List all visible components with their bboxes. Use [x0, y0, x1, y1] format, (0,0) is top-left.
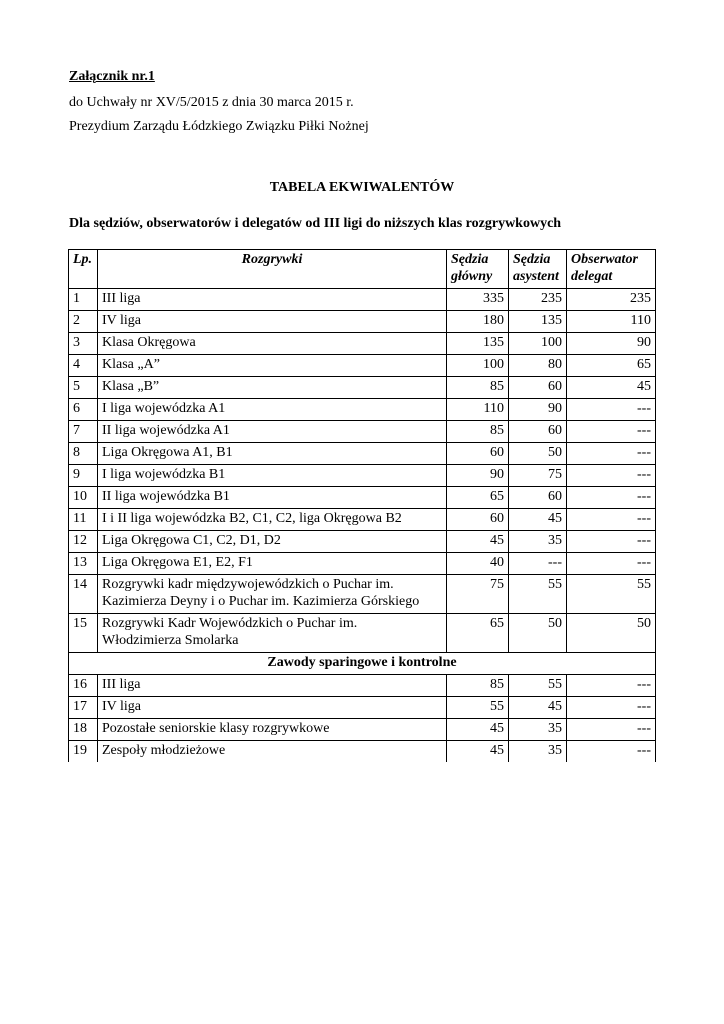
table-row	[69, 355, 656, 377]
row-main-referee: 65	[447, 614, 509, 653]
table-row	[69, 675, 656, 697]
row-competition-text: Zespoły młodzieżowe	[102, 743, 226, 758]
row-assistant-referee: 50	[509, 614, 567, 653]
row-competition-text: I i II liga wojewódzka B2, C1, C2, liga Okręgowa B2	[102, 511, 402, 526]
row-competition	[98, 333, 447, 355]
row-competition	[98, 675, 447, 697]
row-assistant-referee: 235	[509, 289, 567, 311]
row-main-referee: 90	[447, 465, 509, 487]
row-observer: ---	[567, 443, 656, 465]
row-main-referee: 45	[447, 741, 509, 763]
row-number: 2	[69, 311, 98, 333]
table-row	[69, 487, 656, 509]
row-main-referee: 60	[447, 509, 509, 531]
row-competition	[98, 465, 447, 487]
row-main-referee: 110	[447, 399, 509, 421]
row-observer: ---	[567, 509, 656, 531]
row-observer: 65	[567, 355, 656, 377]
row-observer: 235	[567, 289, 656, 311]
table-row	[69, 421, 656, 443]
row-main-referee: 180	[447, 311, 509, 333]
row-main-referee: 85	[447, 421, 509, 443]
row-main-referee: 45	[447, 719, 509, 741]
row-competition-text: II liga wojewódzka A1	[102, 423, 230, 438]
column-header-competition: Rozgrywki	[98, 250, 447, 289]
row-competition-text: II liga wojewódzka B1	[102, 489, 230, 504]
row-competition-text: Liga Okręgowa E1, E2, F1	[102, 555, 253, 570]
row-assistant-referee: 135	[509, 311, 567, 333]
table-row	[69, 289, 656, 311]
row-competition-text: Liga Okręgowa A1, B1	[102, 445, 233, 460]
row-observer: ---	[567, 399, 656, 421]
row-observer: ---	[567, 675, 656, 697]
document-subtitle: Dla sędziów, obserwatorów i delegatów od III ligi do niższych klas rozgrywkowych	[69, 216, 562, 231]
row-number: 5	[69, 377, 98, 399]
row-competition	[98, 741, 447, 763]
row-observer: ---	[567, 465, 656, 487]
row-main-referee: 40	[447, 553, 509, 575]
row-number: 9	[69, 465, 98, 487]
row-assistant-referee: 80	[509, 355, 567, 377]
row-competition-text: Rozgrywki kadr międzywojewódzkich o Puchar im.	[102, 577, 394, 592]
table-row	[69, 614, 656, 653]
row-number: 8	[69, 443, 98, 465]
row-main-referee: 60	[447, 443, 509, 465]
row-competition-text: III liga	[102, 677, 141, 692]
column-header-main-referee-line1: Sędzia	[451, 252, 489, 267]
row-assistant-referee: 35	[509, 719, 567, 741]
row-observer: ---	[567, 697, 656, 719]
row-competition-text: III liga	[102, 291, 141, 306]
table-body	[69, 289, 656, 763]
row-assistant-referee: 60	[509, 377, 567, 399]
row-number: 14	[69, 575, 98, 614]
row-competition	[98, 355, 447, 377]
table-row	[69, 377, 656, 399]
row-number: 11	[69, 509, 98, 531]
row-assistant-referee: 90	[509, 399, 567, 421]
row-number: 17	[69, 697, 98, 719]
table-row	[69, 333, 656, 355]
row-observer: 50	[567, 614, 656, 653]
issuing-body: Prezydium Zarządu Łódzkiego Związku Piłki Nożnej	[69, 119, 369, 134]
row-main-referee: 135	[447, 333, 509, 355]
row-observer: 45	[567, 377, 656, 399]
row-competition	[98, 443, 447, 465]
row-assistant-referee: 60	[509, 421, 567, 443]
table-row	[69, 465, 656, 487]
row-competition	[98, 531, 447, 553]
table-row	[69, 509, 656, 531]
row-competition-text: IV liga	[102, 313, 142, 328]
row-competition	[98, 697, 447, 719]
row-assistant-referee: 55	[509, 675, 567, 697]
attachment-label: Załącznik nr.1	[69, 69, 155, 84]
row-number: 13	[69, 553, 98, 575]
row-competition	[98, 553, 447, 575]
row-competition-text-line2: Kazimierza Deyny i o Puchar im. Kazimierza Górskiego	[102, 594, 420, 609]
document-title: TABELA EKWIWALENTÓW	[269, 180, 455, 195]
column-header-assistant-referee-line1: Sędzia	[513, 252, 551, 267]
row-number: 3	[69, 333, 98, 355]
row-main-referee: 100	[447, 355, 509, 377]
row-assistant-referee: 60	[509, 487, 567, 509]
column-header-observer	[567, 250, 656, 289]
row-observer: ---	[567, 741, 656, 763]
row-competition-text: I liga wojewódzka A1	[102, 401, 226, 416]
row-main-referee: 85	[447, 675, 509, 697]
row-assistant-referee: 45	[509, 697, 567, 719]
row-assistant-referee: 45	[509, 509, 567, 531]
column-header-main-referee	[447, 250, 509, 289]
row-observer: ---	[567, 553, 656, 575]
table-row	[69, 697, 656, 719]
resolution-line: do Uchwały nr XV/5/2015 z dnia 30 marca 2015 r.	[69, 95, 354, 110]
row-competition-text: Klasa Okręgowa	[102, 335, 196, 350]
table-row	[69, 575, 656, 614]
row-number: 4	[69, 355, 98, 377]
row-competition	[98, 719, 447, 741]
section-title: Zawody sparingowe i kontrolne	[69, 653, 656, 675]
row-competition-text: Pozostałe seniorskie klasy rozgrywkowe	[102, 721, 330, 736]
row-competition-text: Klasa „A”	[102, 357, 160, 372]
row-number: 7	[69, 421, 98, 443]
row-competition-text: IV liga	[102, 699, 142, 714]
column-header-observer-line1: Obserwator	[571, 252, 638, 267]
row-observer: ---	[567, 531, 656, 553]
row-competition	[98, 487, 447, 509]
row-assistant-referee: 100	[509, 333, 567, 355]
row-assistant-referee: 35	[509, 741, 567, 763]
row-competition-text: Liga Okręgowa C1, C2, D1, D2	[102, 533, 281, 548]
table-header-row	[69, 250, 656, 289]
row-main-referee: 45	[447, 531, 509, 553]
equivalents-table	[68, 249, 656, 762]
column-header-main-referee-line2: główny	[451, 269, 493, 284]
row-number: 18	[69, 719, 98, 741]
row-assistant-referee: ---	[509, 553, 567, 575]
row-competition	[98, 575, 447, 614]
section-row	[69, 653, 656, 675]
column-header-assistant-referee	[509, 250, 567, 289]
table-row	[69, 311, 656, 333]
row-main-referee: 55	[447, 697, 509, 719]
row-main-referee: 335	[447, 289, 509, 311]
row-assistant-referee: 55	[509, 575, 567, 614]
table-row	[69, 531, 656, 553]
row-number: 12	[69, 531, 98, 553]
row-main-referee: 85	[447, 377, 509, 399]
column-header-lp: Lp.	[69, 250, 98, 289]
row-competition-text: I liga wojewódzka B1	[102, 467, 226, 482]
row-number: 19	[69, 741, 98, 763]
column-header-observer-line2: delegat	[571, 269, 613, 284]
row-number: 15	[69, 614, 98, 653]
row-observer: ---	[567, 421, 656, 443]
table-row	[69, 553, 656, 575]
table-row	[69, 443, 656, 465]
column-header-assistant-referee-line2: asystent	[513, 269, 559, 284]
row-assistant-referee: 50	[509, 443, 567, 465]
row-assistant-referee: 35	[509, 531, 567, 553]
row-observer: 90	[567, 333, 656, 355]
row-observer: 55	[567, 575, 656, 614]
row-number: 16	[69, 675, 98, 697]
row-number: 1	[69, 289, 98, 311]
row-observer: ---	[567, 487, 656, 509]
row-competition	[98, 421, 447, 443]
row-assistant-referee: 75	[509, 465, 567, 487]
row-main-referee: 65	[447, 487, 509, 509]
table-row	[69, 741, 656, 763]
row-competition-text: Rozgrywki Kadr Wojewódzkich o Puchar im.	[102, 616, 358, 631]
table-row	[69, 719, 656, 741]
row-number: 6	[69, 399, 98, 421]
row-competition	[98, 399, 447, 421]
row-number: 10	[69, 487, 98, 509]
row-main-referee: 75	[447, 575, 509, 614]
row-observer: ---	[567, 719, 656, 741]
table-row	[69, 399, 656, 421]
row-competition	[98, 509, 447, 531]
row-competition-text: Klasa „B”	[102, 379, 160, 394]
row-observer: 110	[567, 311, 656, 333]
row-competition	[98, 377, 447, 399]
row-competition	[98, 311, 447, 333]
row-competition	[98, 614, 447, 653]
row-competition-text-line2: Włodzimierza Smolarka	[102, 633, 239, 648]
row-competition	[98, 289, 447, 311]
